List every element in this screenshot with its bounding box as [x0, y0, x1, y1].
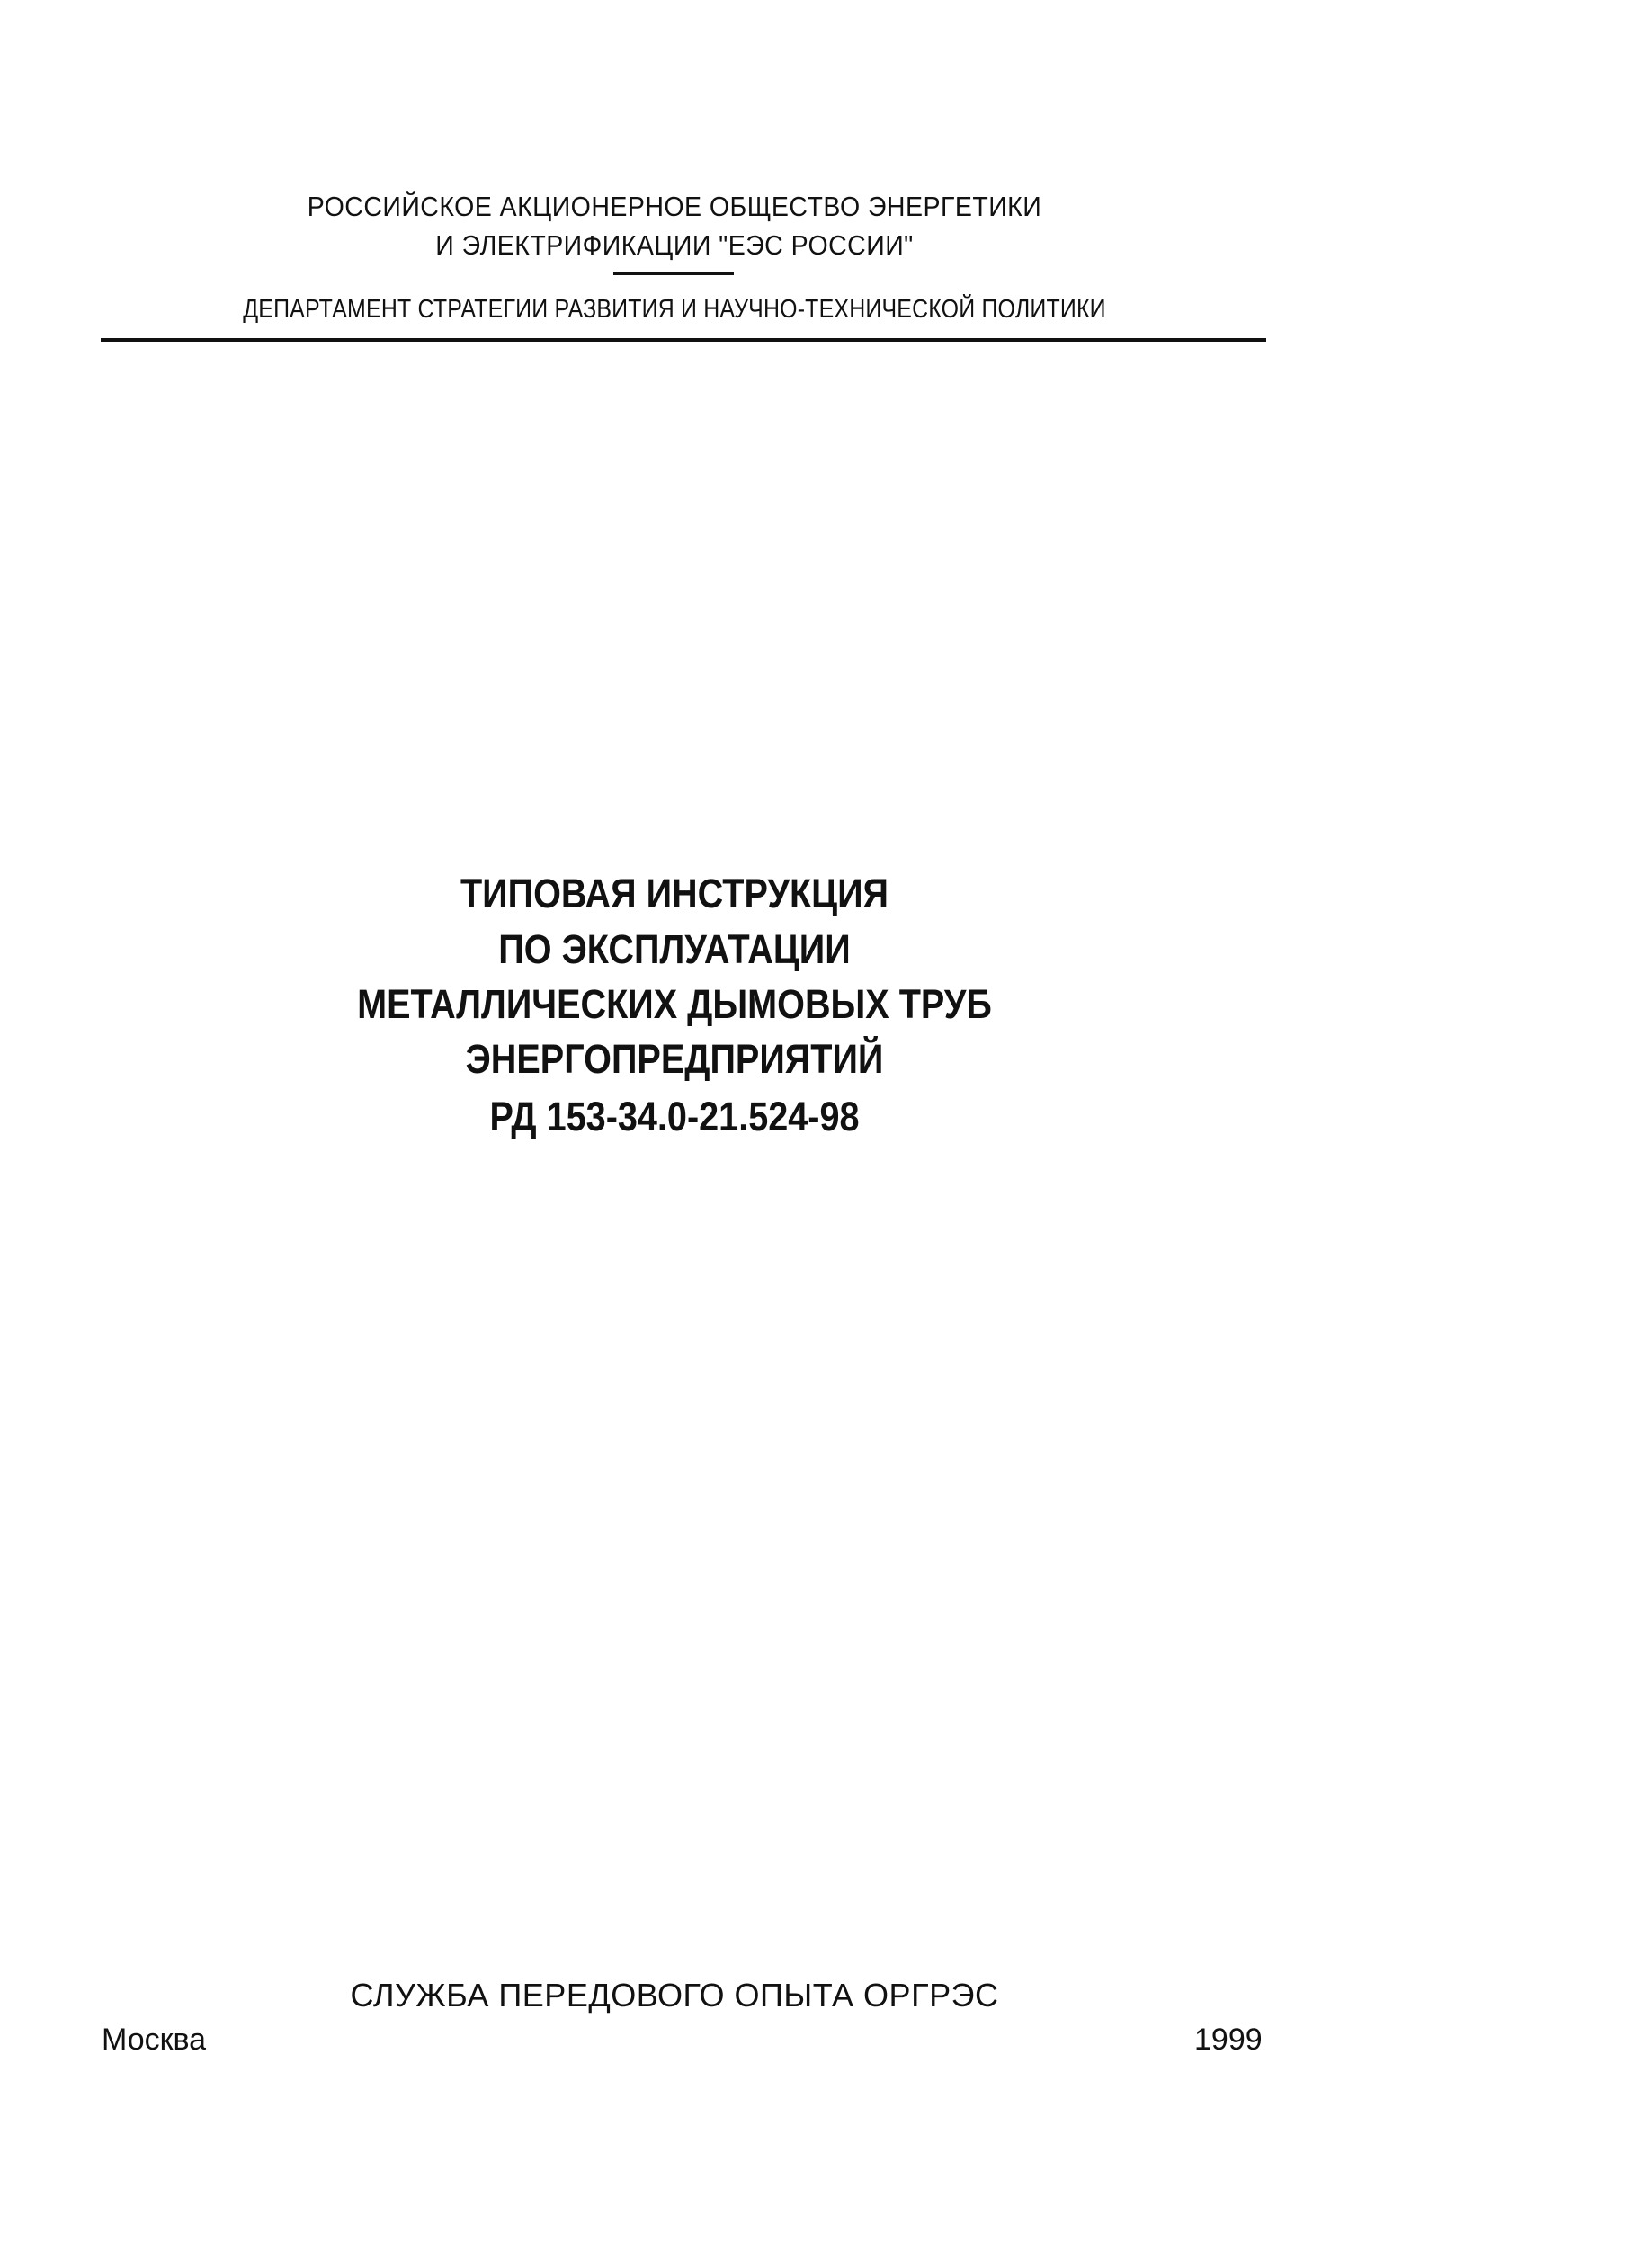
document-code: РД 153-34.0-21.524-98: [489, 1094, 860, 1139]
publisher-name: СЛУЖБА ПЕРЕДОВОГО ОПЫТА ОРГРЭС: [350, 1977, 999, 2014]
publication-year: 1999: [1194, 2023, 1263, 2057]
title-line-3: МЕТАЛЛИЧЕСКИХ ДЫМОВЫХ ТРУБ: [357, 981, 992, 1027]
title-line-4: ЭНЕРГОПРЕДПРИЯТИЙ: [465, 1036, 884, 1082]
title-line-1: ТИПОВАЯ ИНСТРУКЦИЯ: [460, 871, 889, 916]
title-line-2: ПО ЭКСПЛУАТАЦИИ: [498, 926, 851, 972]
publication-city: Москва: [102, 2023, 207, 2057]
organization-line-1: РОССИЙСКОЕ АКЦИОНЕРНОЕ ОБЩЕСТВО ЭНЕРГЕТИКИ: [307, 191, 1042, 222]
organization-line-2: И ЭЛЕКТРИФИКАЦИИ "ЕЭС РОССИИ": [435, 229, 914, 261]
header-divider: [101, 338, 1266, 342]
short-divider: [613, 272, 734, 275]
department-name: ДЕПАРТАМЕНТ СТРАТЕГИИ РАЗВИТИЯ И НАУЧНО-ТЕХНИЧЕСКОЙ ПОЛИТИКИ: [243, 295, 1106, 324]
